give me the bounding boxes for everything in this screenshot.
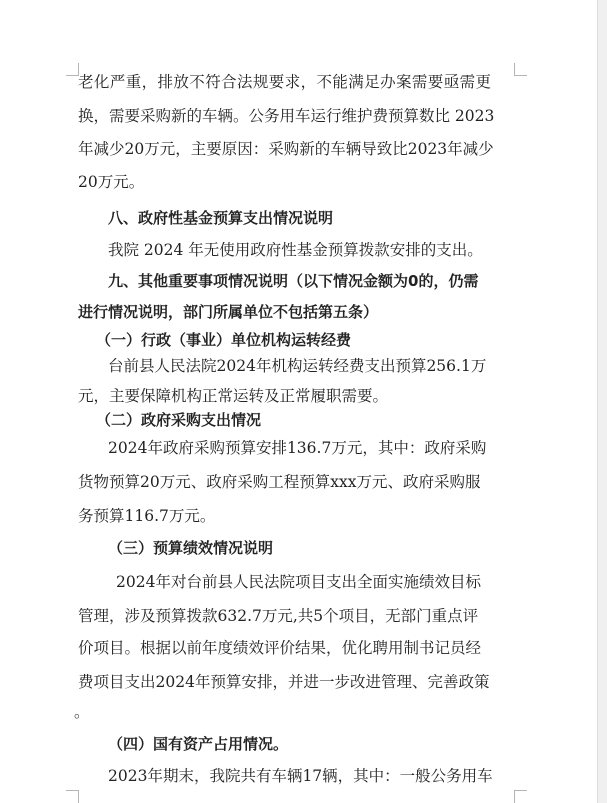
body-line: 我院 2024 年无使用政府性基金预算拨款安排的支出。 [108,241,483,259]
body-line: 管理，涉及预算拨款632.7万元,共5个项目，无部门重点评 [78,607,479,625]
vertical-scrollbar[interactable] [597,0,607,803]
body-line: 务预算116.7万元。 [78,507,216,525]
body-line: 货物预算20万元、政府采购工程预算xxx万元、政府采购服 [78,473,481,491]
subsection-heading: （二）政府采购支出情况 [96,411,262,429]
subsection-heading: （一）行政（事业）单位机构运转经费 [96,331,352,349]
body-line: 老化严重，排放不符合法规要求，不能满足办案需要亟需更 [78,73,492,91]
body-line: 费项目支出2024年预算安排，并进一步改进管理、完善政策 [78,673,490,691]
crop-mark-bottom-left [66,790,79,803]
body-line: 价项目。根据以前年度绩效评价结果，优化聘用制书记员经 [78,639,482,657]
body-line: 台前县人民法院2024年机构运转经费支出预算256.1万 [108,357,487,375]
body-line: 2023年期末，我院共有车辆17辆，其中：一般公务用车 [108,767,493,785]
section-heading: 进行情况说明，部门所属单位不包括第五条） [78,303,379,321]
body-line: 元，主要保障机构正常运转及正常履职需要。 [78,387,389,405]
body-line: 。 [74,703,90,721]
subsection-heading: （四）国有资产占用情况。 [108,735,289,753]
section-heading: 九、其他重要事项情况说明（以下情况金额为0的，仍需 [108,272,479,290]
body-line: 年减少20万元，主要原因：采购新的车辆导致比2023年减少 [78,140,494,158]
section-heading: 八、政府性基金预算支出情况说明 [108,209,334,227]
body-line: 2024年政府采购预算安排136.7万元，其中：政府采购 [108,439,487,457]
crop-mark-top-right [514,63,527,76]
body-line: 换，需要采购新的车辆。公务用车运行维护费预算数比 2023 [78,107,495,125]
subsection-heading: （三）预算绩效情况说明 [108,539,274,557]
body-line: 20万元。 [78,173,145,191]
crop-mark-bottom-right [514,790,527,803]
body-line: 2024年对台前县人民法院项目支出全面实施绩效目标 [116,573,481,591]
